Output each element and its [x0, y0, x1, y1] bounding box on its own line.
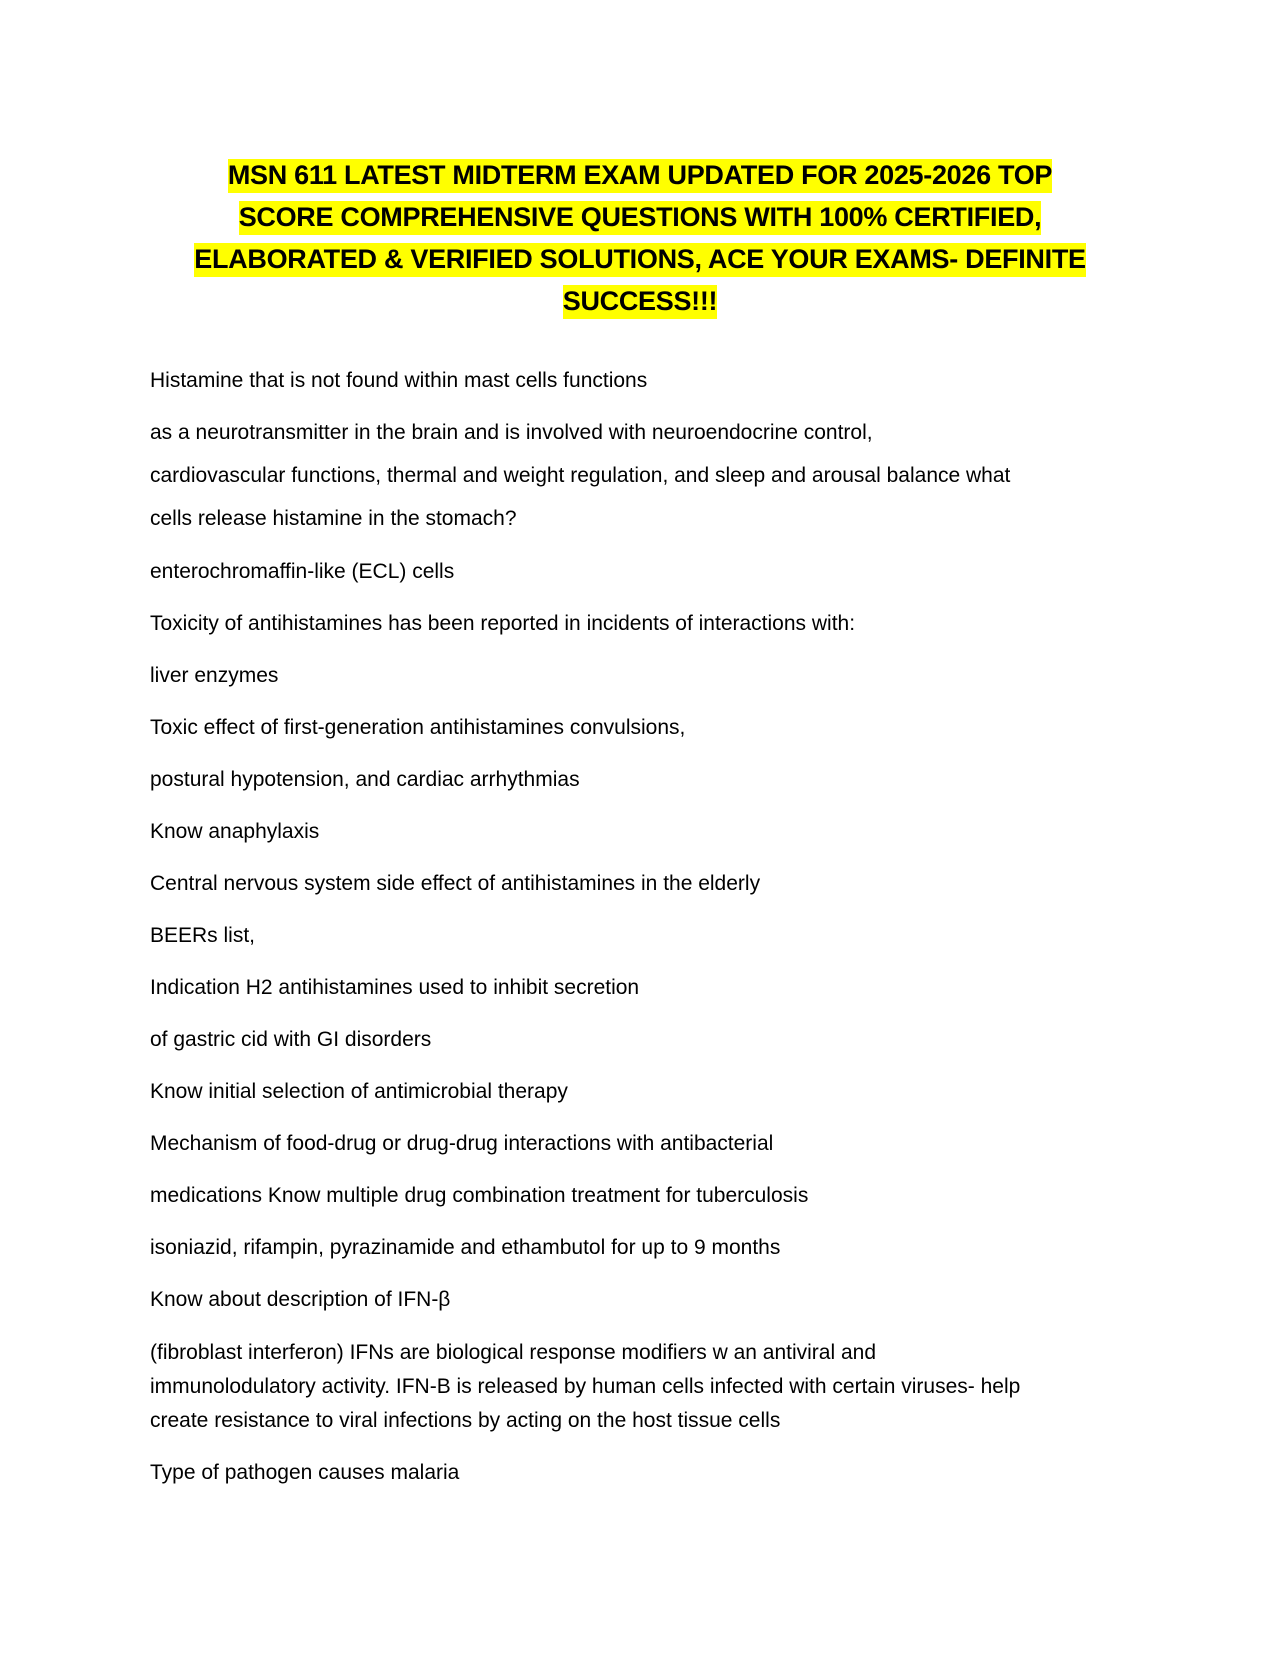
answer-text: postural hypotension, and cardiac arrhythmias — [150, 768, 580, 791]
question-text: Know initial selection of antimicrobial therapy — [150, 1080, 568, 1103]
title-line: SCORE COMPREHENSIVE QUESTIONS WITH 100% CERTIFIED, — [239, 201, 1042, 235]
title-line: SUCCESS!!! — [563, 285, 718, 319]
question-text: Mechanism of food-drug or drug-drug interactions with antibacterial — [150, 1132, 774, 1155]
question-text: Type of pathogen causes malaria — [150, 1461, 460, 1484]
answer-text: medications Know multiple drug combination treatment for tuberculosis — [150, 1184, 809, 1207]
question-text: Histamine that is not found within mast cells functions — [150, 369, 648, 392]
question-text: Central nervous system side effect of antihistamines in the elderly — [150, 872, 761, 895]
answer-text: immunolodulatory activity. IFN-B is released by human cells infected with certain viruses- help — [150, 1375, 1021, 1398]
question-text: Know anaphylaxis — [150, 820, 320, 843]
question-text: Toxic effect of first-generation antihistamines convulsions, — [150, 716, 686, 739]
answer-text: cardiovascular functions, thermal and weight regulation, and sleep and arousal balance what — [150, 464, 1011, 487]
question-text: Toxicity of antihistamines has been reported in incidents of interactions with: — [150, 612, 856, 635]
answer-text: of gastric cid with GI disorders — [150, 1028, 432, 1051]
answer-text: liver enzymes — [150, 664, 279, 687]
title-line: MSN 611 LATEST MIDTERM EXAM UPDATED FOR 2025-2026 TOP — [228, 159, 1052, 193]
question-text: cells release histamine in the stomach? — [150, 507, 517, 530]
answer-text: create resistance to viral infections by acting on the host tissue cells — [150, 1409, 781, 1432]
answer-text: (fibroblast interferon) IFNs are biological response modifiers w an antiviral and — [150, 1341, 876, 1364]
answer-text: as a neurotransmitter in the brain and is involved with neuroendocrine control, — [150, 421, 873, 444]
question-text: Know about description of IFN-β — [150, 1288, 451, 1311]
title-line: ELABORATED & VERIFIED SOLUTIONS, ACE YOUR EXAMS- DEFINITE — [194, 243, 1085, 277]
answer-text: BEERs list, — [150, 924, 256, 947]
answer-text: enterochromaffin-like (ECL) cells — [150, 560, 455, 583]
answer-text: isoniazid, rifampin, pyrazinamide and ethambutol for up to 9 months — [150, 1236, 781, 1259]
document-title — [150, 154, 1130, 322]
question-text: Indication H2 antihistamines used to inhibit secretion — [150, 976, 640, 999]
